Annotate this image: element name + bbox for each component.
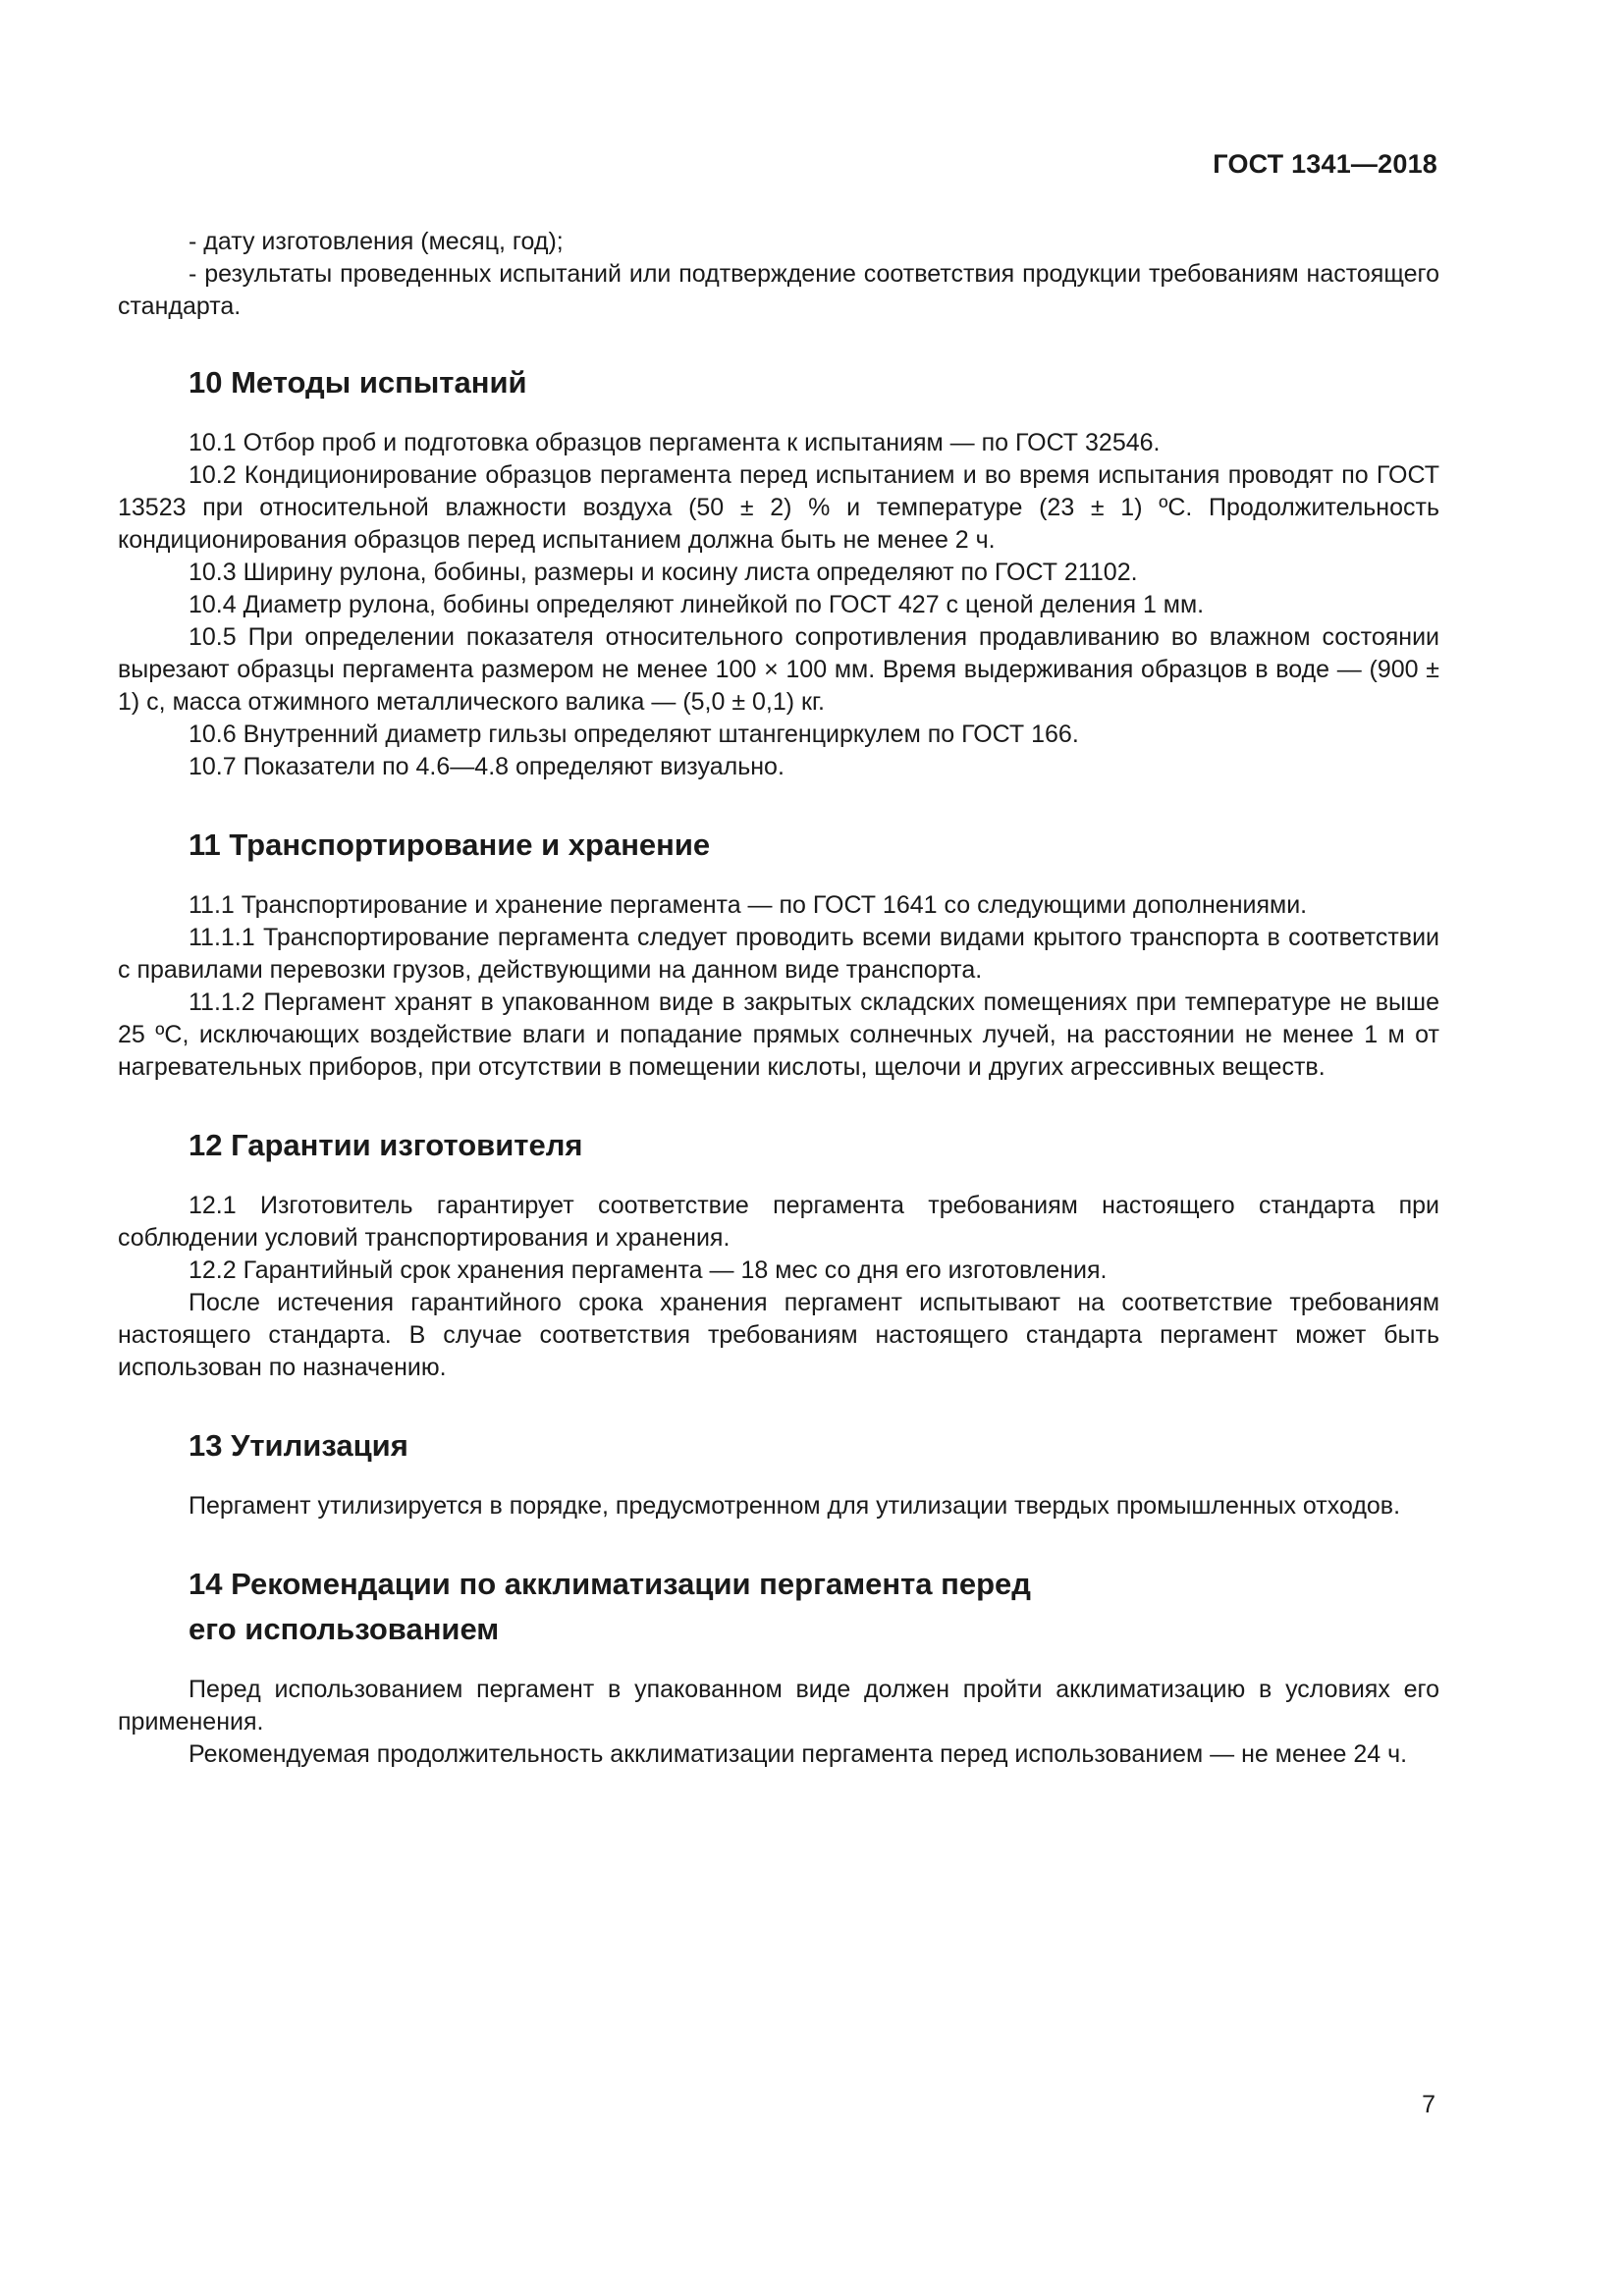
paragraph: 10.5 При определении показателя относительного сопротивления продавливанию во влажном состоянии вырезают образцы пергамента размером не менее 100 × 100 мм. Время выдерживания образцов в воде — (900 ± 1) с, масса отжимного металлического валика — (5,0 ± 0,1) кг. <box>118 623 1439 716</box>
paragraph: 11.1.1 Транспортирование пергамента следует проводить всеми видами крытого транспорта в соответствии с правилами перевозки грузов, действующими на данном виде транспорта. <box>118 924 1439 984</box>
section-heading <box>118 1562 1439 1652</box>
section-heading: 10 Методы испытаний <box>189 365 527 400</box>
section-heading: 12 Гарантии изготовителя <box>189 1128 583 1162</box>
section-heading: 11 Транспортирование и хранение <box>189 828 711 862</box>
intro-list <box>118 226 1439 323</box>
heading-line: 14 Рекомендации по акклиматизации пергамента перед <box>189 1567 1031 1601</box>
paragraph: 11.1.2 Пергамент хранят в упакованном виде в закрытых складских помещениях при температуре не выше 25 ºС, исключающих воздействие влаги и попадание прямых солнечных лучей, на расстоянии не менее 1 м от нагревательных приборов, при отсутствии в помещении кислоты, щелочи и других агрессивных веществ. <box>118 988 1439 1081</box>
list-item: - дату изготовления (месяц, год); <box>189 228 564 255</box>
page-number: 7 <box>1422 2091 1435 2118</box>
paragraph: Пергамент утилизируется в порядке, предусмотренном для утилизации твердых промышленных отходов. <box>189 1492 1401 1520</box>
paragraph: 10.6 Внутренний диаметр гильзы определяют штангенциркулем по ГОСТ 166. <box>189 721 1079 748</box>
paragraph: Перед использованием пергамент в упакованном виде должен пройти акклиматизацию в условиях его применения. <box>118 1676 1439 1735</box>
paragraph: 12.2 Гарантийный срок хранения пергамента — 18 мес со дня его изготовления. <box>189 1256 1108 1284</box>
paragraph: 10.4 Диаметр рулона, бобины определяют линейкой по ГОСТ 427 с ценой деления 1 мм. <box>189 591 1205 618</box>
document-body <box>118 226 1439 1771</box>
paragraph: 10.2 Кондиционирование образцов пергамента перед испытанием и во время испытания проводят по ГОСТ 13523 при относительной влажности воздуха (50 ± 2) % и температуре (23 ± 1) ºС. Продолжительность кондиционирования образцов перед испытанием должна быть не менее 2 ч. <box>118 461 1439 554</box>
section-13 <box>118 1423 1439 1522</box>
paragraph: 10.1 Отбор проб и подготовка образцов пергамента к испытаниям — по ГОСТ 32546. <box>189 429 1161 456</box>
section-heading: 13 Утилизация <box>189 1428 408 1463</box>
heading-line: его использованием <box>189 1612 500 1646</box>
section-10 <box>118 360 1439 783</box>
document-id-header: ГОСТ 1341—2018 <box>1213 149 1437 179</box>
paragraph: Рекомендуемая продолжительность акклиматизации пергамента перед использованием — не менее 24 ч. <box>189 1740 1408 1768</box>
section-14 <box>118 1562 1439 1771</box>
list-item: - результаты проведенных испытаний или подтверждение соответствия продукции требованиям настоящего стандарта. <box>118 260 1439 320</box>
paragraph: После истечения гарантийного срока хранения пергамент испытывают на соответствие требованиям настоящего стандарта. В случае соответствия требованиям настоящего стандарта пергамент может быть использован по назначению. <box>118 1289 1439 1381</box>
paragraph: 11.1 Транспортирование и хранение пергамента — по ГОСТ 1641 со следующими дополнениями. <box>189 891 1308 919</box>
paragraph: 12.1 Изготовитель гарантирует соответствие пергамента требованиям настоящего стандарта при соблюдении условий транспортирования и хранения. <box>118 1192 1439 1252</box>
paragraph: 10.7 Показатели по 4.6—4.8 определяют визуально. <box>189 753 785 780</box>
section-12 <box>118 1123 1439 1384</box>
section-11 <box>118 823 1439 1084</box>
paragraph: 10.3 Ширину рулона, бобины, размеры и косину листа определяют по ГОСТ 21102. <box>189 559 1138 586</box>
